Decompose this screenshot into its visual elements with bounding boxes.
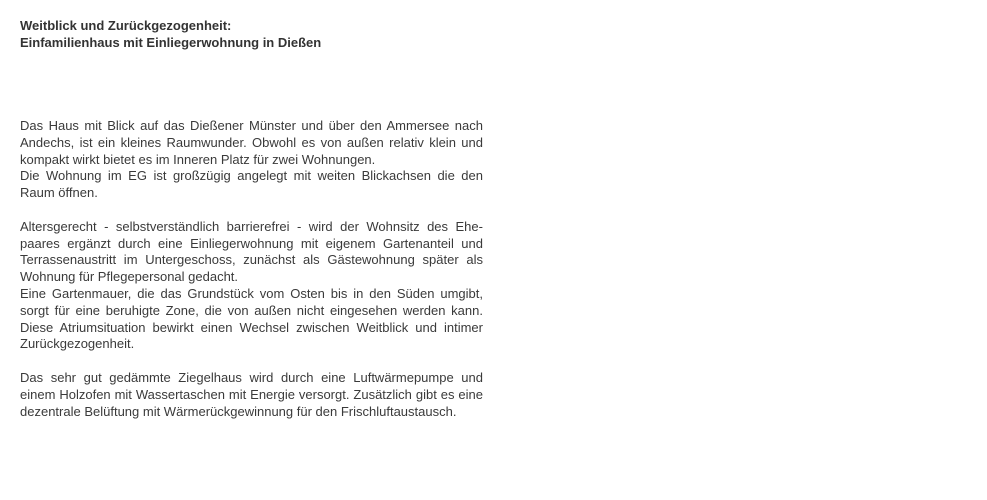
paragraph-intro: Das Haus mit Blick auf das Dießener Münster und über den Ammersee nach Andechs, ist ein kleines Raumwunder. Obwohl es von außen relativ klein und kompakt wirkt bietet es im Inneren Platz für zwei Wohnungen. bbox=[20, 118, 483, 167]
page-title bbox=[20, 17, 620, 51]
title-line-1: Weitblick und Zurückgezogenheit: bbox=[20, 18, 232, 33]
paragraph-garden-wall: Eine Gartenmauer, die das Grundstück vom Osten bis in den Süden umgibt, sorgt für eine beruhigte Zone, die von außen nicht eingesehen werden kann. Diese Atriumsituation bewirkt einen Wechsel zwischen Weitblick und intimer Zurückgezogenheit. bbox=[20, 285, 483, 352]
paragraph-spacer bbox=[20, 353, 483, 370]
paragraph-ground-floor: Die Wohnung im EG ist großzügig angelegt mit weiten Blickachsen die den Raum öffnen. bbox=[20, 168, 483, 201]
paragraph-energy: Das sehr gut gedämmte Ziegelhaus wird durch eine Luftwärmepumpe und einem Holzofen mit Wassertaschen mit Energie versorgt. Zusätzlich gibt es eine dezentrale Belüftung mit Wärmerückgewinnung für den Frischluftaustausch. bbox=[20, 369, 483, 419]
paragraph-accessibility: Altersgerecht - selbstverständlich barrierefrei - wird der Wohnsitz des Ehepaares ergänzt durch eine Einliegerwohnung mit eigenem Gartenanteil und Terrassenaustritt im Untergeschoss, zunächst als Gästewohnung später als Wohnung für Pflegepersonal gedacht. bbox=[20, 218, 483, 285]
article-body bbox=[20, 118, 483, 420]
title-line-2: Einfamilienhaus mit Einliegerwohnung in Dießen bbox=[20, 35, 322, 50]
paragraph-spacer bbox=[20, 202, 483, 219]
